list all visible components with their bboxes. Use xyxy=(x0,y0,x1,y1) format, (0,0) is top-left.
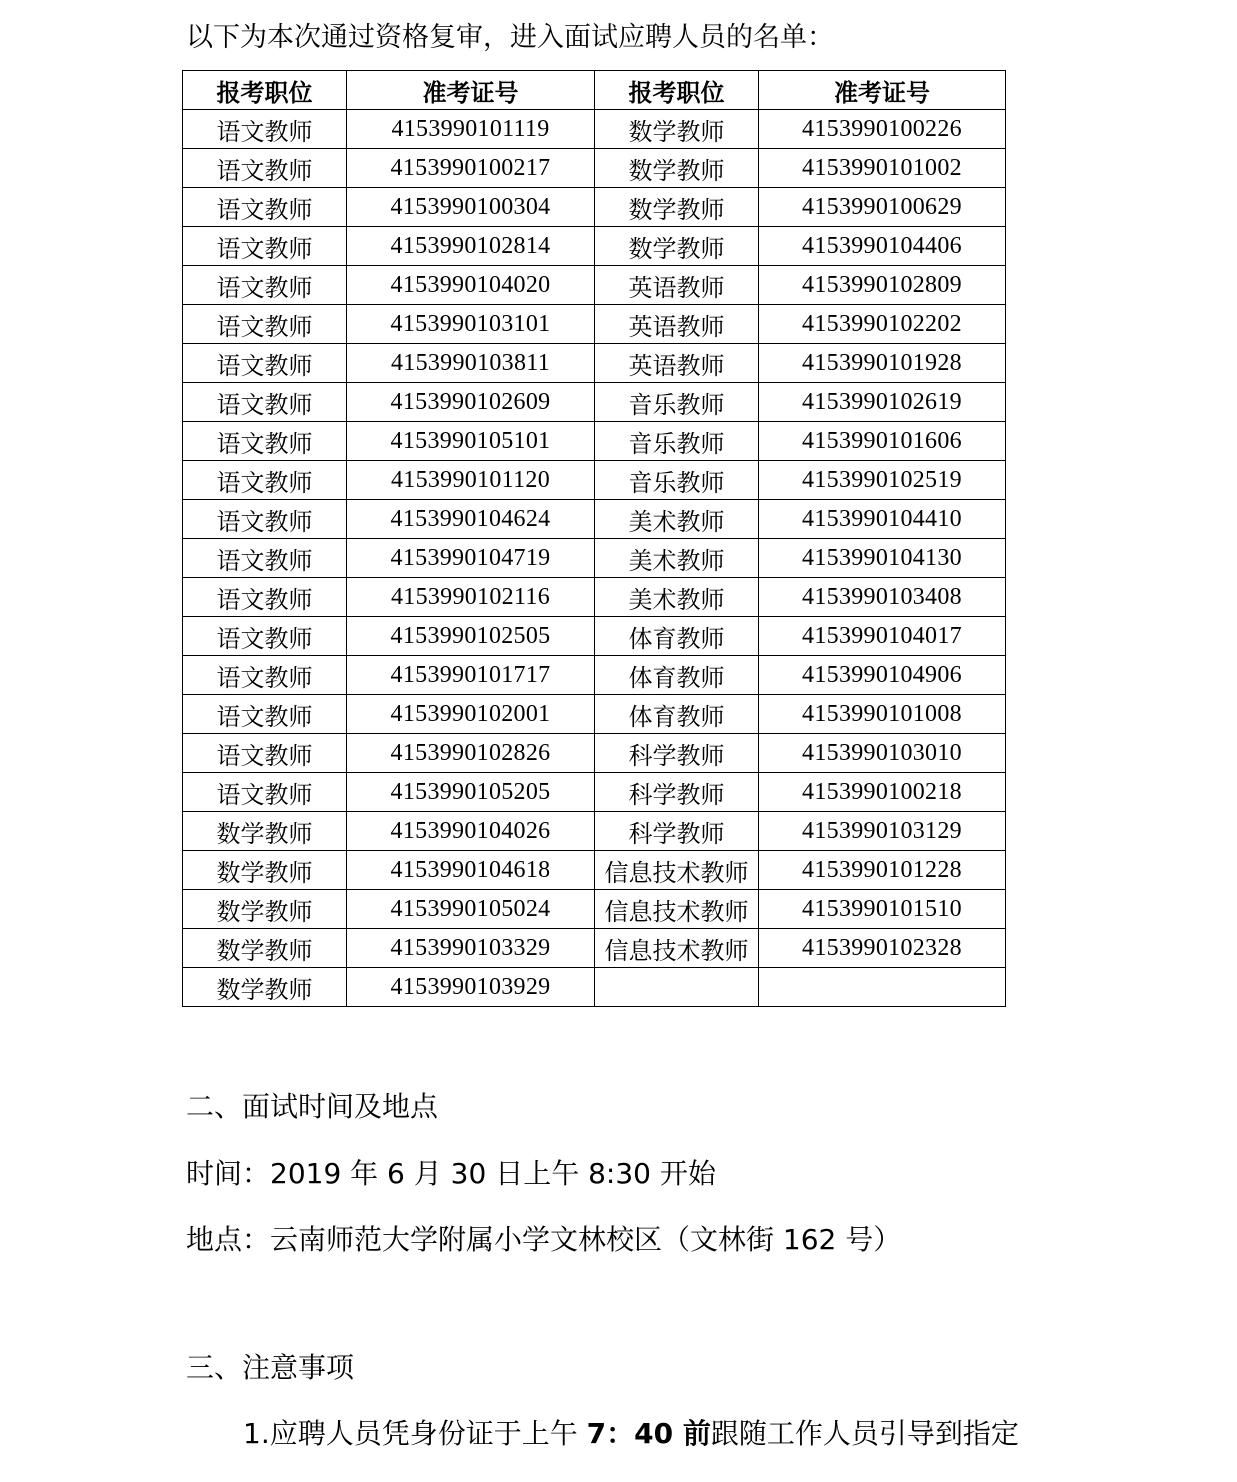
cell-position-2: 音乐教师 xyxy=(595,422,759,461)
cell-position-2: 科学教师 xyxy=(595,812,759,851)
cell-position-1: 数学教师 xyxy=(183,851,347,890)
cell-position-2: 数学教师 xyxy=(595,188,759,227)
cell-ticket-2: 4153990103408 xyxy=(759,578,1006,617)
table-row xyxy=(183,539,1006,578)
cell-ticket-1: 4153990105101 xyxy=(347,422,595,461)
table-row xyxy=(183,188,1006,227)
cell-position-2: 科学教师 xyxy=(595,734,759,773)
table-row xyxy=(183,110,1006,149)
cell-position-2: 英语教师 xyxy=(595,344,759,383)
table-row xyxy=(183,890,1006,929)
cell-ticket-2: 4153990102328 xyxy=(759,929,1006,968)
cell-position-1: 语文教师 xyxy=(183,149,347,188)
table-body xyxy=(183,110,1006,1007)
cell-ticket-2: 4153990104410 xyxy=(759,500,1006,539)
table-row xyxy=(183,266,1006,305)
cell-position-1: 数学教师 xyxy=(183,890,347,929)
cell-ticket-2: 4153990104130 xyxy=(759,539,1006,578)
table-row xyxy=(183,968,1006,1007)
cell-ticket-2: 4153990104017 xyxy=(759,617,1006,656)
cell-ticket-2: 4153990101008 xyxy=(759,695,1006,734)
cell-ticket-2: 4153990102619 xyxy=(759,383,1006,422)
cell-ticket-2: 4153990101510 xyxy=(759,890,1006,929)
table-row xyxy=(183,305,1006,344)
cell-ticket-1: 4153990104624 xyxy=(347,500,595,539)
cell-ticket-2: 4153990100226 xyxy=(759,110,1006,149)
cell-ticket-1: 4153990100304 xyxy=(347,188,595,227)
table-row xyxy=(183,422,1006,461)
cell-position-2: 信息技术教师 xyxy=(595,851,759,890)
cell-ticket-2: 4153990102809 xyxy=(759,266,1006,305)
section-3-heading: 三、注意事项 xyxy=(186,1351,355,1384)
cell-ticket-2 xyxy=(759,968,1006,1007)
cell-position-2: 美术教师 xyxy=(595,539,759,578)
table-row xyxy=(183,461,1006,500)
table-row xyxy=(183,695,1006,734)
table-row xyxy=(183,929,1006,968)
cell-position-1: 语文教师 xyxy=(183,539,347,578)
candidate-table xyxy=(182,70,1006,1007)
cell-position-1: 数学教师 xyxy=(183,968,347,1007)
cell-ticket-2: 4153990100218 xyxy=(759,773,1006,812)
cell-ticket-2: 4153990104906 xyxy=(759,656,1006,695)
cell-ticket-1: 4153990105024 xyxy=(347,890,595,929)
notice-item-1-prefix: 1.应聘人员凭身份证于上午 xyxy=(243,1417,587,1450)
cell-ticket-1: 4153990102505 xyxy=(347,617,595,656)
cell-ticket-2: 4153990101606 xyxy=(759,422,1006,461)
cell-position-1: 语文教师 xyxy=(183,734,347,773)
cell-position-2 xyxy=(595,968,759,1007)
cell-position-2: 信息技术教师 xyxy=(595,890,759,929)
cell-position-1: 语文教师 xyxy=(183,305,347,344)
cell-position-1: 语文教师 xyxy=(183,773,347,812)
cell-position-2: 体育教师 xyxy=(595,656,759,695)
cell-position-1: 语文教师 xyxy=(183,227,347,266)
cell-position-1: 语文教师 xyxy=(183,383,347,422)
notice-item-1-deadline: 7：40 前 xyxy=(586,1417,711,1450)
cell-ticket-2: 4153990101928 xyxy=(759,344,1006,383)
cell-position-1: 语文教师 xyxy=(183,266,347,305)
cell-ticket-1: 4153990102001 xyxy=(347,695,595,734)
section-2-heading: 二、面试时间及地点 xyxy=(186,1090,439,1123)
table-row xyxy=(183,344,1006,383)
notice-item-1-suffix: 跟随工作人员引导到指定 xyxy=(710,1417,1019,1450)
table-row xyxy=(183,227,1006,266)
cell-position-1: 数学教师 xyxy=(183,929,347,968)
cell-position-2: 数学教师 xyxy=(595,110,759,149)
cell-ticket-1: 4153990101119 xyxy=(347,110,595,149)
table-header-row xyxy=(183,71,1006,110)
notice-item-1 xyxy=(243,1414,1019,1454)
intro-text: 以下为本次通过资格复审，进入面试应聘人员的名单： xyxy=(186,22,834,53)
cell-ticket-1: 4153990104719 xyxy=(347,539,595,578)
cell-position-2: 英语教师 xyxy=(595,266,759,305)
cell-position-2: 音乐教师 xyxy=(595,383,759,422)
cell-ticket-1: 4153990101120 xyxy=(347,461,595,500)
cell-ticket-1: 4153990104618 xyxy=(347,851,595,890)
cell-position-2: 科学教师 xyxy=(595,773,759,812)
cell-ticket-1: 4153990100217 xyxy=(347,149,595,188)
cell-ticket-1: 4153990105205 xyxy=(347,773,595,812)
cell-position-1: 语文教师 xyxy=(183,578,347,617)
cell-ticket-2: 4153990102519 xyxy=(759,461,1006,500)
cell-position-1: 语文教师 xyxy=(183,617,347,656)
table-row xyxy=(183,773,1006,812)
header-position-1: 报考职位 xyxy=(183,71,347,110)
cell-position-2: 信息技术教师 xyxy=(595,929,759,968)
cell-position-2: 数学教师 xyxy=(595,227,759,266)
table-row xyxy=(183,656,1006,695)
header-position-2: 报考职位 xyxy=(595,71,759,110)
cell-ticket-1: 4153990102116 xyxy=(347,578,595,617)
cell-position-2: 英语教师 xyxy=(595,305,759,344)
cell-ticket-2: 4153990100629 xyxy=(759,188,1006,227)
cell-position-1: 语文教师 xyxy=(183,500,347,539)
table-row xyxy=(183,734,1006,773)
header-ticket-2: 准考证号 xyxy=(759,71,1006,110)
cell-position-2: 数学教师 xyxy=(595,149,759,188)
cell-position-2: 体育教师 xyxy=(595,695,759,734)
cell-position-1: 语文教师 xyxy=(183,695,347,734)
table-row xyxy=(183,149,1006,188)
cell-position-1: 语文教师 xyxy=(183,656,347,695)
cell-ticket-1: 4153990104026 xyxy=(347,812,595,851)
cell-position-1: 数学教师 xyxy=(183,812,347,851)
cell-position-1: 语文教师 xyxy=(183,110,347,149)
cell-ticket-1: 4153990103101 xyxy=(347,305,595,344)
table-row xyxy=(183,383,1006,422)
cell-ticket-1: 4153990102826 xyxy=(347,734,595,773)
table-row xyxy=(183,617,1006,656)
cell-position-1: 语文教师 xyxy=(183,422,347,461)
cell-position-2: 美术教师 xyxy=(595,500,759,539)
cell-ticket-1: 4153990102814 xyxy=(347,227,595,266)
table-row xyxy=(183,500,1006,539)
cell-position-2: 美术教师 xyxy=(595,578,759,617)
cell-position-1: 语文教师 xyxy=(183,344,347,383)
table-row xyxy=(183,578,1006,617)
cell-position-2: 体育教师 xyxy=(595,617,759,656)
cell-ticket-2: 4153990103010 xyxy=(759,734,1006,773)
cell-ticket-1: 4153990103329 xyxy=(347,929,595,968)
cell-ticket-2: 4153990101002 xyxy=(759,149,1006,188)
cell-position-1: 语文教师 xyxy=(183,188,347,227)
interview-place: 地点：云南师范大学附属小学文林校区（文林街 162 号） xyxy=(186,1223,902,1256)
cell-ticket-2: 4153990103129 xyxy=(759,812,1006,851)
table-row xyxy=(183,851,1006,890)
cell-position-2: 音乐教师 xyxy=(595,461,759,500)
cell-ticket-1: 4153990102609 xyxy=(347,383,595,422)
cell-ticket-1: 4153990104020 xyxy=(347,266,595,305)
cell-ticket-2: 4153990104406 xyxy=(759,227,1006,266)
cell-ticket-1: 4153990103811 xyxy=(347,344,595,383)
cell-ticket-1: 4153990103929 xyxy=(347,968,595,1007)
cell-ticket-1: 4153990101717 xyxy=(347,656,595,695)
cell-ticket-2: 4153990102202 xyxy=(759,305,1006,344)
header-ticket-1: 准考证号 xyxy=(347,71,595,110)
table-row xyxy=(183,812,1006,851)
interview-time: 时间：2019 年 6 月 30 日上午 8:30 开始 xyxy=(186,1157,716,1190)
cell-position-1: 语文教师 xyxy=(183,461,347,500)
cell-ticket-2: 4153990101228 xyxy=(759,851,1006,890)
